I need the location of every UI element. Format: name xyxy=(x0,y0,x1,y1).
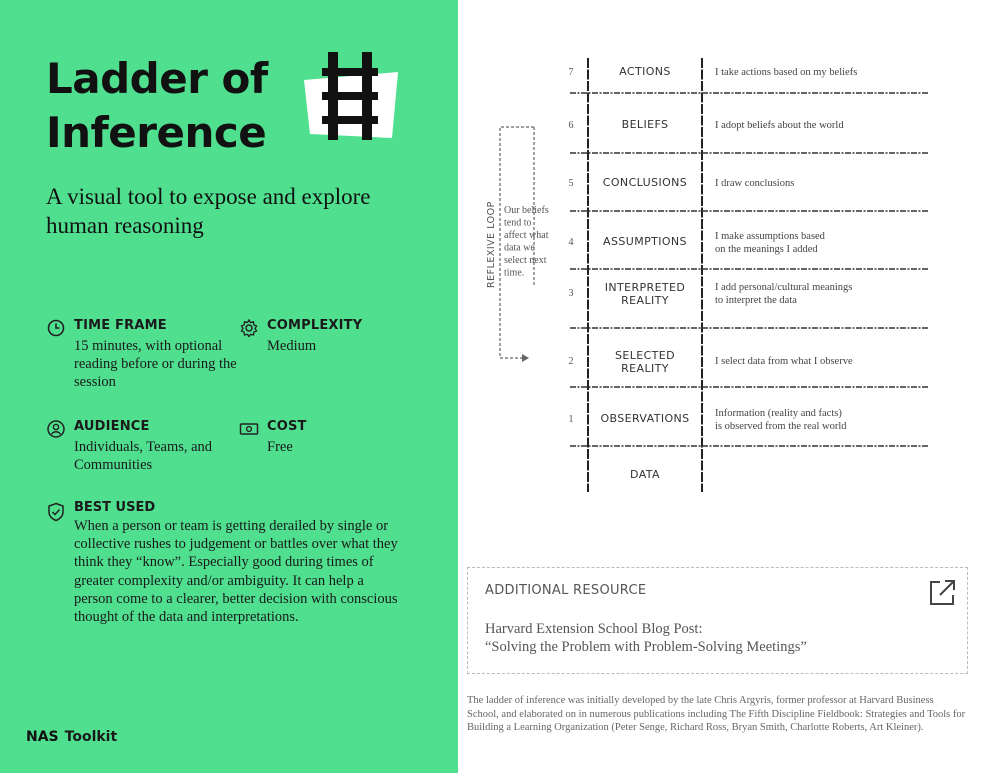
ladder-step xyxy=(569,349,853,375)
ladder-rungs xyxy=(570,93,928,446)
ladder-steps xyxy=(569,65,858,481)
rung-label: REALITY xyxy=(621,294,669,307)
rung-label: CONCLUSIONS xyxy=(602,176,688,189)
ladder-diagram xyxy=(470,50,950,500)
shield-icon xyxy=(46,502,66,522)
step-description: I take actions based on my beliefs xyxy=(715,67,858,78)
toolkit-label: Toolkit xyxy=(64,729,118,745)
rung-label: ASSUMPTIONS xyxy=(603,235,687,248)
step-description: I select data from what I observe xyxy=(715,356,853,367)
loop-arrowhead-icon xyxy=(522,354,529,362)
brand xyxy=(26,727,117,747)
rung-label: REALITY xyxy=(621,362,669,375)
step-number: 4 xyxy=(568,237,574,248)
rung-label: SELECTED xyxy=(614,349,676,362)
cost-value: Free xyxy=(267,439,293,455)
external-link-icon[interactable] xyxy=(927,578,957,608)
step-description: I make assumptions based xyxy=(715,231,825,242)
loop-note-line: Our beliefs xyxy=(504,205,549,216)
step-number: 1 xyxy=(568,414,574,425)
step-description: Information (reality and facts) xyxy=(715,408,842,419)
page-title xyxy=(46,52,268,160)
title-line-2: Inference xyxy=(46,108,267,157)
loop-note-line: affect what xyxy=(504,230,549,241)
loop-note-line: time. xyxy=(504,267,525,279)
loop-note-line: select next xyxy=(504,255,547,266)
audience-value: Individuals, Teams, and Communities xyxy=(74,439,213,473)
step-description: I add personal/cultural meanings xyxy=(715,282,853,293)
ladder-icon xyxy=(300,50,400,145)
step-description: I adopt beliefs about the world xyxy=(715,120,844,131)
ladder-step xyxy=(569,65,858,78)
resource-link-line1: Harvard Extension School Blog Post: xyxy=(485,621,703,637)
step-number: 6 xyxy=(568,120,574,131)
title-line-1: Ladder of xyxy=(46,54,268,103)
nas-logo: NAS xyxy=(26,729,59,745)
resource-header: ADDITIONAL RESOURCE xyxy=(485,583,647,598)
subtitle: A visual tool to expose and explore human reasoning xyxy=(46,184,371,238)
step-number: 3 xyxy=(568,288,574,299)
resource-link[interactable] xyxy=(485,620,905,656)
step-description: on the meanings I added xyxy=(715,244,818,255)
complexity-label: COMPLEXITY xyxy=(267,318,363,333)
loop-note-line: tend to xyxy=(504,217,532,229)
step-description: to interpret the data xyxy=(715,295,797,306)
rung-label: ACTIONS xyxy=(619,65,671,78)
rung-label: OBSERVATIONS xyxy=(600,412,690,425)
ladder-step xyxy=(569,231,826,255)
footnote: The ladder of inference was initially developed by the late Chris Argyris, former professor at Harvard Business School, and elaborated on in numerous publications including The Fifth Discipline Fieldbook: Strategies and Tools for Building a Learning Organization (Peter Senge, Richard Ross, Bryan Smith, Charlotte Roberts, Art Kleiner). xyxy=(467,695,966,733)
step-number: 5 xyxy=(568,178,574,189)
complexity-value: Medium xyxy=(267,338,317,354)
audience-label: AUDIENCE xyxy=(74,419,150,434)
cost-label: COST xyxy=(267,419,307,434)
ladder-step xyxy=(569,176,795,189)
ladder-step xyxy=(569,408,848,432)
time-frame-label: TIME FRAME xyxy=(74,318,167,333)
rung-label: BELIEFS xyxy=(621,118,669,131)
clock-icon xyxy=(46,318,66,338)
left-panel xyxy=(0,0,458,773)
step-description: is observed from the real world xyxy=(715,421,847,432)
reflexive-loop-label: REFLEXIVE LOOP xyxy=(486,201,497,288)
best-used-value: When a person or team is getting derailed by single or collective rushes to judgement or battles over what they think they “know”. Especially good during times of greater complexity and/or ambiguity. It can help a person come to a clearer, better decision with conscious thought of the data and interpretations. xyxy=(74,518,398,626)
ladder-step xyxy=(569,281,853,307)
best-used-label: BEST USED xyxy=(74,500,156,515)
rung-label: INTERPRETED xyxy=(604,281,686,294)
money-icon xyxy=(239,419,259,439)
loop-note-line: data we xyxy=(504,242,535,254)
loop-note xyxy=(504,205,549,279)
step-number: 7 xyxy=(568,67,574,78)
step-number: 2 xyxy=(568,356,574,367)
additional-resource-card[interactable] xyxy=(467,567,968,674)
ladder-step xyxy=(569,118,845,131)
step-description: I draw conclusions xyxy=(715,178,795,189)
ladder-base-label: DATA xyxy=(630,468,660,481)
person-icon xyxy=(46,419,66,439)
time-frame-value: 15 minutes, with optional reading before or during the session xyxy=(74,338,237,390)
gear-icon xyxy=(239,318,259,338)
resource-link-line2: “Solving the Problem with Problem-Solving Meetings” xyxy=(485,639,807,655)
